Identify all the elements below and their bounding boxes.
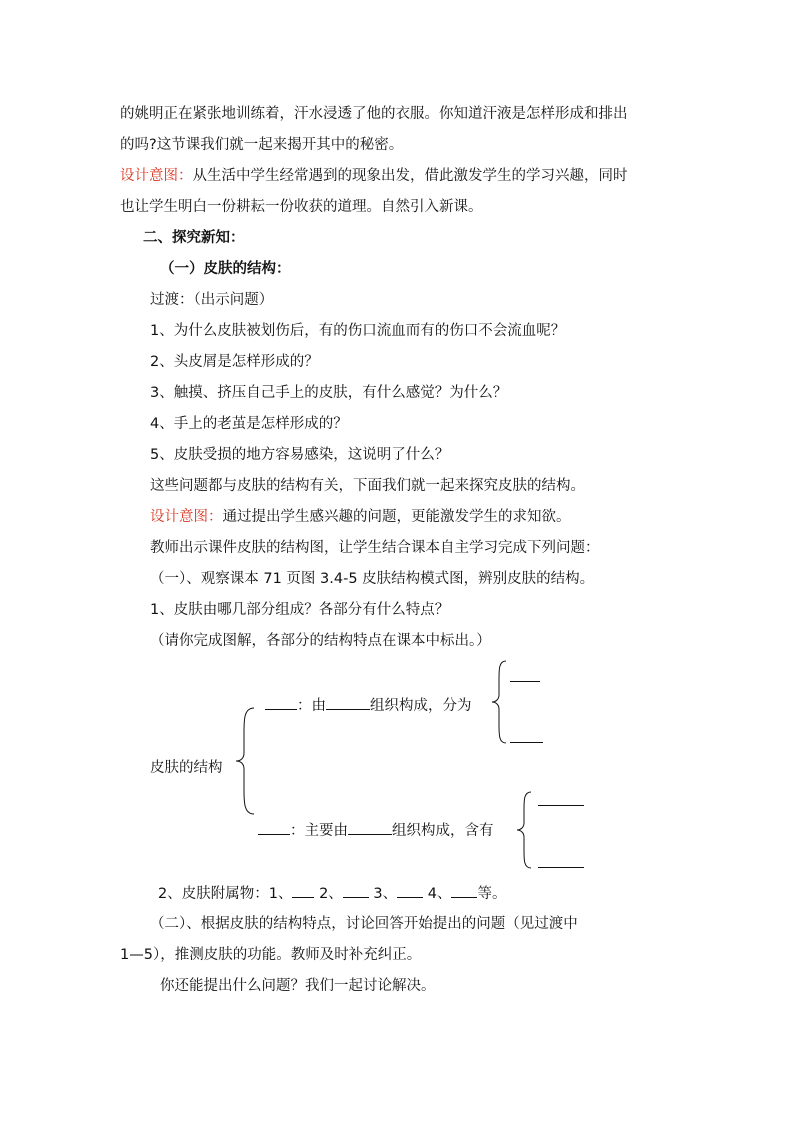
blank-line <box>397 883 423 898</box>
blank-line <box>326 695 370 710</box>
main-brace <box>236 708 266 814</box>
upper-branch <box>265 695 472 716</box>
design-intent-1 <box>120 166 628 186</box>
teacher-instruction: 教师出示课件皮肤的结构图，让学生结合课本自主学习完成下列问题： <box>150 540 600 556</box>
question-item: 4、手上的老茧是怎样形成的？ <box>150 416 348 432</box>
closing-text: 你还能提出什么问题？我们一起讨论解决。 <box>160 978 436 994</box>
answer-line-upper-2 <box>510 742 543 743</box>
blank-line <box>451 883 477 898</box>
question-item: 3、触摸、挤压自己手上的皮肤，有什么感觉？为什么？ <box>150 385 508 401</box>
lower-branch-text-b: 组织构成，含有 <box>392 823 494 839</box>
blank-line <box>265 695 297 710</box>
subsection-title: （一）皮肤的结构： <box>160 261 291 277</box>
design-intent-label: 设计意图 <box>120 168 178 184</box>
discuss-line-1: （二）、根据皮肤的结构特点，讨论回答开始提出的问题（见过渡中 <box>150 916 578 932</box>
intro-line-2: 的吗?这节课我们就一起来揭开其中的秘密。 <box>120 137 404 153</box>
question-item: 2、头皮屑是怎样形成的？ <box>150 354 319 370</box>
lower-brace <box>515 792 537 868</box>
appendages-line <box>158 883 506 904</box>
answer-line-upper-1 <box>510 681 540 682</box>
diagram-root-label: 皮肤的结构 <box>150 760 223 776</box>
upper-branch-text-b: 组织构成，分为 <box>370 698 472 714</box>
summary-text: 这些问题都与皮肤的结构有关，下面我们就一起来探究皮肤的结构。 <box>150 478 585 494</box>
appendages-num: 2、 <box>319 886 343 902</box>
blank-line <box>343 883 369 898</box>
design-intent-sep: ： <box>178 168 193 184</box>
appendages-prefix: 2、皮肤附属物：1、 <box>158 886 293 902</box>
upper-brace <box>490 661 512 743</box>
lower-branch-text-a: ：主要由 <box>290 823 348 839</box>
design-intent-2 <box>150 507 571 527</box>
design-intent-label: 设计意图 <box>150 509 208 525</box>
question-parts-note: （请你完成图解，各部分的结构特点在课本中标出。） <box>150 633 491 649</box>
design-intent-1-line-2: 也让学生明白一份耕耘一份收获的道理。自然引入新课。 <box>120 199 483 215</box>
blank-line <box>348 820 392 835</box>
lower-branch <box>258 820 494 841</box>
appendages-suffix: 等。 <box>477 886 507 902</box>
appendages-num: 3、 <box>373 886 398 902</box>
design-intent-sep: ： <box>208 509 223 525</box>
blank-line <box>292 883 314 898</box>
intro-line-1: 的姚明正在紧张地训练着，汗水浸透了他的衣服。你知道汗液是怎样形成和排出 <box>120 106 628 122</box>
upper-branch-text-a: ：由 <box>297 698 326 714</box>
section-title: 二、探究新知： <box>143 230 245 246</box>
question-item: 5、皮肤受损的地方容易感染，这说明了什么？ <box>150 447 450 463</box>
appendages-num: 4、 <box>427 886 452 902</box>
design-intent-text: 从生活中学生经常遇到的现象出发，借此激发学生的学习兴趣，同时 <box>192 168 628 184</box>
observe-instruction: （一）、观察课本 71 页图 3.4-5 皮肤结构模式图，辨别皮肤的结构。 <box>150 571 595 587</box>
design-intent-text: 通过提出学生感兴趣的问题，更能激发学生的求知欲。 <box>222 509 571 525</box>
answer-line-lower-1 <box>538 805 584 806</box>
discuss-line-2: 1—5），推测皮肤的功能。教师及时补充纠正。 <box>120 947 422 963</box>
question-parts: 1、皮肤由哪几部分组成？各部分有什么特点？ <box>150 602 450 618</box>
blank-line <box>258 820 290 835</box>
answer-line-lower-2 <box>538 867 584 868</box>
question-item: 1、为什么皮肤被划伤后，有的伤口流血而有的伤口不会流血呢？ <box>150 323 566 339</box>
transition-label: 过渡：（出示问题） <box>150 292 274 308</box>
